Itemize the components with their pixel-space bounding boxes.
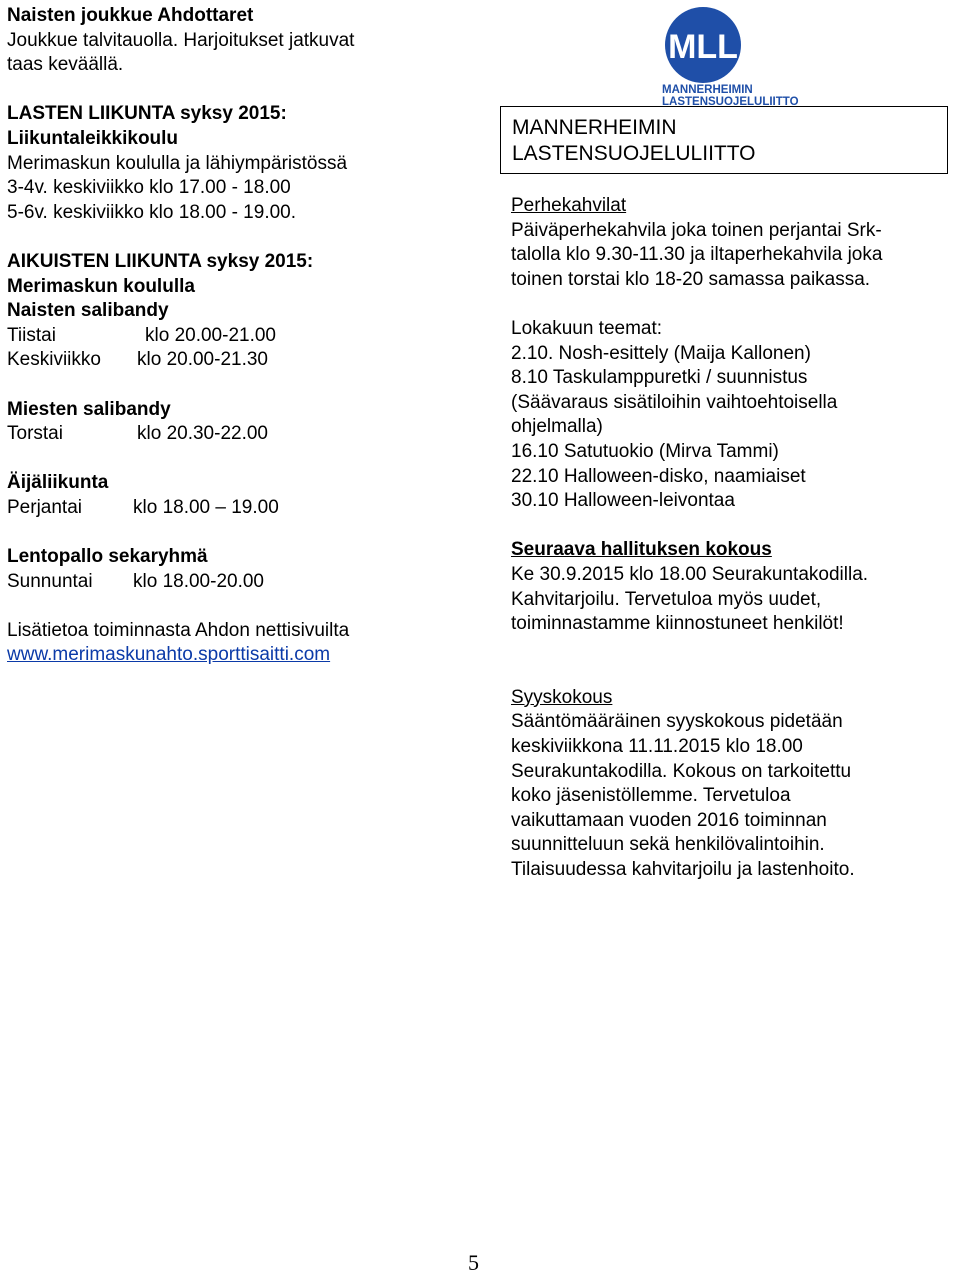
time-label: klo 18.00-20.00 <box>133 570 264 592</box>
autumn-meeting-text: vaikuttamaan vuoden 2016 toiminnan <box>511 809 827 831</box>
volleyball-title: Lentopallo sekaryhmä <box>7 546 208 568</box>
org-name-line: MANNERHEIMIN <box>512 116 677 139</box>
mll-logo-icon <box>658 4 803 108</box>
time-label: klo 20.00-21.30 <box>137 349 268 371</box>
theme-item: 2.10. Nosh-esittely (Maija Kallonen) <box>511 342 811 364</box>
logo-letters: MLL <box>668 28 738 66</box>
board-meeting-title: Seuraava hallituksen kokous <box>511 539 772 561</box>
team-note: taas keväällä. <box>7 54 124 76</box>
theme-item: 30.10 Halloween-leivontaa <box>511 490 735 512</box>
more-info: Lisätietoa toiminnasta Ahdon nettisivuilta <box>7 619 350 641</box>
kids-place: Merimaskun koululla ja lähiympäristössä <box>7 152 348 174</box>
cafe-text: talolla klo 9.30-11.30 ja iltaperhekahvila joka <box>511 244 883 266</box>
day-label: Torstai <box>7 423 63 445</box>
cafe-text: Päiväperhekahvila joka toinen perjantai Srk- <box>511 219 882 241</box>
mll-logo <box>658 4 803 108</box>
schedule-row <box>7 570 477 595</box>
schedule-row <box>7 324 477 349</box>
board-meeting-text: Kahvitarjoilu. Tervetuloa myös uudet, <box>511 588 822 610</box>
themes-title: Lokakuun teemat: <box>511 317 663 339</box>
kids-schedule: 5-6v. keskiviikko klo 18.00 - 19.00. <box>7 201 297 223</box>
page-number: 5 <box>468 1250 479 1275</box>
theme-item: (Säävaraus sisätiloihin vaihtoehtoisella <box>511 391 838 413</box>
day-label: Keskiviikko <box>7 349 101 371</box>
day-label: Tiistai <box>7 324 56 346</box>
adult-place: Merimaskun koululla <box>7 275 195 297</box>
time-label: klo 20.00-21.00 <box>145 324 276 346</box>
logo-line-2: LASTENSUOJELULIITTO <box>662 96 799 108</box>
cafe-title: Perhekahvilat <box>511 195 627 216</box>
women-floorball-title: Naisten salibandy <box>7 300 169 322</box>
autumn-meeting-text: Sääntömääräinen syyskokous pidetään <box>511 711 843 733</box>
day-label: Perjantai <box>7 496 82 518</box>
board-meeting-text: Ke 30.9.2015 klo 18.00 Seurakuntakodilla. <box>511 563 869 585</box>
time-label: klo 18.00 – 19.00 <box>133 496 279 518</box>
autumn-meeting-text: Tilaisuudessa kahvitarjoilu ja lastenhoito. <box>511 859 855 881</box>
autumn-meeting-title: Syyskokous <box>511 686 613 708</box>
theme-item: 22.10 Halloween-disko, naamiaiset <box>511 465 806 487</box>
org-name-line: LASTENSUOJELULIITTO <box>512 142 756 165</box>
logo-line-1: MANNERHEIMIN <box>662 84 753 96</box>
schedule-row <box>7 496 477 521</box>
autumn-meeting-text: Seurakuntakodilla. Kokous on tarkoitettu <box>511 760 852 782</box>
cafe-text: toinen torstai klo 18-20 samassa paikassa. <box>511 268 871 290</box>
org-name-box <box>500 106 948 174</box>
day-label: Sunnuntai <box>7 570 93 592</box>
org-name <box>512 115 756 167</box>
team-title: Naisten joukkue Ahdottaret <box>7 5 254 26</box>
right-column <box>511 194 951 883</box>
kids-schedule: 3-4v. keskiviikko klo 17.00 - 18.00 <box>7 177 291 199</box>
theme-item: 8.10 Taskulamppuretki / suunnistus <box>511 367 808 389</box>
left-column <box>7 4 477 668</box>
theme-item: ohjelmalla) <box>511 416 603 438</box>
autumn-meeting-text: koko jäsenistöllemme. Tervetuloa <box>511 785 791 807</box>
schedule-row <box>7 422 477 447</box>
old-men-title: Äijäliikunta <box>7 472 109 494</box>
team-note: Joukkue talvitauolla. Harjoitukset jatkuvat <box>7 29 355 51</box>
website-link[interactable]: www.merimaskunahto.sporttisaitti.com <box>7 644 331 666</box>
autumn-meeting-text: suunnitteluun sekä henkilövalintoihin. <box>511 834 825 856</box>
kids-title: LASTEN LIIKUNTA syksy 2015: <box>7 103 287 125</box>
schedule-row <box>7 348 477 373</box>
autumn-meeting-text: keskiviikkona 11.11.2015 klo 18.00 <box>511 736 803 758</box>
theme-item: 16.10 Satutuokio (Mirva Tammi) <box>511 440 779 462</box>
board-meeting-text: toiminnastamme kiinnostuneet henkilöt! <box>511 613 844 635</box>
kids-subtitle: Liikuntaleikkikoulu <box>7 127 179 149</box>
time-label: klo 20.30-22.00 <box>137 423 268 445</box>
men-floorball-title: Miesten salibandy <box>7 398 171 420</box>
adult-title: AIKUISTEN LIIKUNTA syksy 2015: <box>7 250 314 272</box>
